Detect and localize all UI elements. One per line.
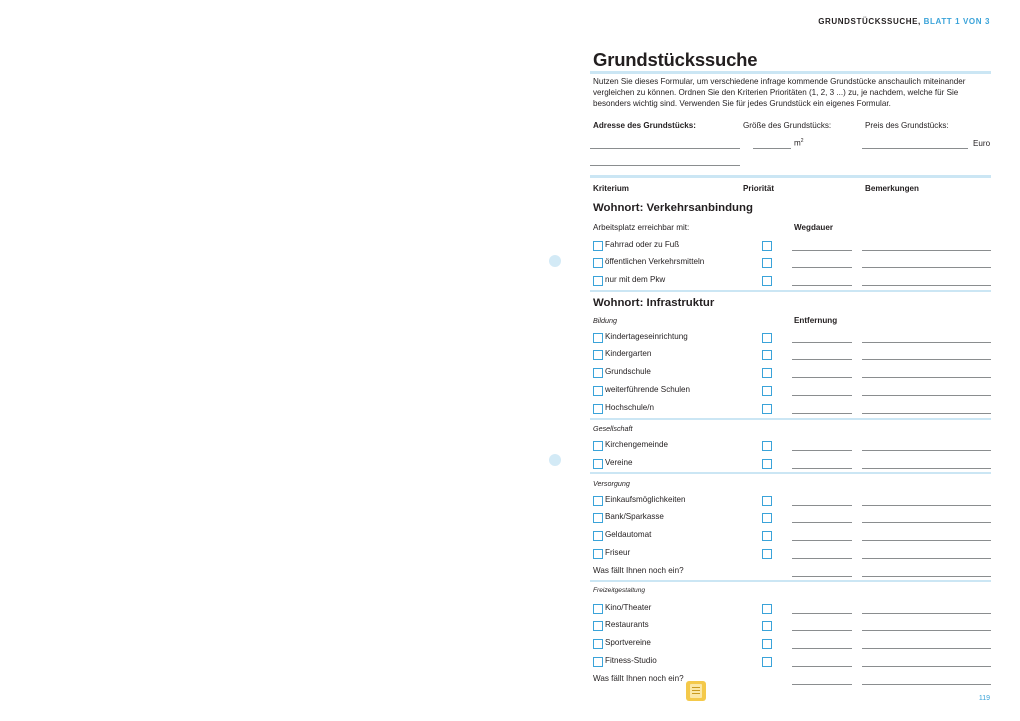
freizeit-row-1-metric-line[interactable]	[792, 630, 852, 631]
freizeit-row-1-priority-checkbox[interactable]	[762, 621, 772, 631]
versorgung-row-0-checkbox[interactable]	[593, 496, 603, 506]
transport-row-2-remarks-line[interactable]	[862, 285, 991, 286]
gesellschaft-row-0-metric-line[interactable]	[792, 450, 852, 451]
address-label: Adresse des Grundstücks:	[593, 121, 697, 130]
transport-row-0-metric-line[interactable]	[792, 250, 852, 251]
bildung-row-1-label: Kindergarten	[605, 349, 652, 358]
group-rule-gesellschaft	[590, 418, 991, 420]
group-rule-versorgung	[590, 472, 991, 474]
transport-row-2-checkbox[interactable]	[593, 276, 603, 286]
punch-hole-top	[549, 255, 561, 267]
bildung-row-3-label: weiterführende Schulen	[605, 385, 691, 394]
versorgung-row-1-metric-line[interactable]	[792, 522, 852, 523]
bildung-row-0-remarks-line[interactable]	[862, 342, 991, 343]
versorgung-row-3-label: Friseur	[605, 548, 631, 557]
bildung-row-0-metric-line[interactable]	[792, 342, 852, 343]
bildung-row-3-priority-checkbox[interactable]	[762, 386, 772, 396]
gesellschaft-row-1-label: Vereine	[605, 458, 633, 467]
address-field-line-2[interactable]	[590, 165, 740, 166]
transport-row-0-priority-checkbox[interactable]	[762, 241, 772, 251]
group-rule-freizeit	[590, 580, 991, 582]
bildung-row-0-label: Kindertageseinrichtung	[605, 332, 688, 341]
bildung-row-1-priority-checkbox[interactable]	[762, 350, 772, 360]
transport-row-1-metric-line[interactable]	[792, 267, 852, 268]
versorgung-extra-remarks-line[interactable]	[862, 576, 991, 577]
bildung-row-2-metric-line[interactable]	[792, 377, 852, 378]
gesellschaft-row-0-checkbox[interactable]	[593, 441, 603, 451]
freizeit-row-3-metric-line[interactable]	[792, 666, 852, 667]
freizeit-row-2-priority-checkbox[interactable]	[762, 639, 772, 649]
gesellschaft-row-0-remarks-line[interactable]	[862, 450, 991, 451]
transport-row-0-checkbox[interactable]	[593, 241, 603, 251]
freizeit-extra-metric-line[interactable]	[792, 684, 852, 685]
freizeit-extra-remarks-line[interactable]	[862, 684, 991, 685]
transport-row-2-priority-checkbox[interactable]	[762, 276, 772, 286]
section-infra-rule	[590, 290, 991, 292]
versorgung-row-1-checkbox[interactable]	[593, 513, 603, 523]
price-label: Preis des Grundstücks:	[865, 121, 949, 130]
freizeit-row-3-label: Fitness-Studio	[605, 656, 657, 665]
bildung-row-4-metric-line[interactable]	[792, 413, 852, 414]
bildung-row-0-priority-checkbox[interactable]	[762, 333, 772, 343]
bildung-row-0-checkbox[interactable]	[593, 333, 603, 343]
intro-text: Nutzen Sie dieses Formular, um verschiedene infrage kommende Grundstücke anschaulich miteinander vergleichen zu können. Ordnen Sie den Kriterien Prioritäten (1, 2, 3 ...) zu, je nachdem, welche für Sie besonders wichtig sind. Verwenden Sie für jedes Grundstück ein eigenes Formular.	[593, 77, 966, 108]
transport-row-1-priority-checkbox[interactable]	[762, 258, 772, 268]
travel-time-label: Wegdauer	[794, 223, 833, 232]
versorgung-row-3-priority-checkbox[interactable]	[762, 549, 772, 559]
size-unit: $m^2$	[794, 138, 804, 148]
group-label-gesellschaft: Gesellschaft	[593, 424, 633, 433]
versorgung-row-0-metric-line[interactable]	[792, 505, 852, 506]
versorgung-row-0-priority-checkbox[interactable]	[762, 496, 772, 506]
bildung-row-1-remarks-line[interactable]	[862, 359, 991, 360]
running-header	[818, 17, 990, 26]
transport-row-0-remarks-line[interactable]	[862, 250, 991, 251]
column-header-remarks: Bemerkungen	[865, 184, 919, 193]
size-field-line[interactable]	[753, 148, 791, 149]
freizeit-row-0-label: Kino/Theater	[605, 603, 652, 612]
versorgung-row-2-remarks-line[interactable]	[862, 540, 991, 541]
bildung-row-2-priority-checkbox[interactable]	[762, 368, 772, 378]
versorgung-row-2-label: Geldautomat	[605, 530, 652, 539]
freizeit-row-2-remarks-line[interactable]	[862, 648, 991, 649]
title-rule	[590, 71, 991, 74]
gesellschaft-row-1-checkbox[interactable]	[593, 459, 603, 469]
bildung-row-3-remarks-line[interactable]	[862, 395, 991, 396]
versorgung-extra-label: Was fällt Ihnen noch ein?	[593, 566, 684, 575]
transport-row-1-remarks-line[interactable]	[862, 267, 991, 268]
freizeit-row-2-metric-line[interactable]	[792, 648, 852, 649]
page-number: 119	[978, 695, 990, 702]
freizeit-row-1-label: Restaurants	[605, 620, 649, 629]
bildung-row-4-checkbox[interactable]	[593, 404, 603, 414]
running-header-title: GRUNDSTÜCKSSUCHE,	[818, 17, 921, 26]
gesellschaft-row-1-priority-checkbox[interactable]	[762, 459, 772, 469]
versorgung-row-2-checkbox[interactable]	[593, 531, 603, 541]
versorgung-row-0-label: Einkaufsmöglichkeiten	[605, 495, 686, 504]
bildung-row-2-checkbox[interactable]	[593, 368, 603, 378]
freizeit-row-2-label: Sportvereine	[605, 638, 651, 647]
column-header-criterion: Kriterium	[593, 184, 629, 193]
versorgung-row-3-metric-line[interactable]	[792, 558, 852, 559]
freizeit-row-0-priority-checkbox[interactable]	[762, 604, 772, 614]
gesellschaft-row-1-metric-line[interactable]	[792, 468, 852, 469]
freizeit-row-2-checkbox[interactable]	[593, 639, 603, 649]
freizeit-row-1-remarks-line[interactable]	[862, 630, 991, 631]
gesellschaft-row-0-priority-checkbox[interactable]	[762, 441, 772, 451]
versorgung-row-2-priority-checkbox[interactable]	[762, 531, 772, 541]
freizeit-row-0-metric-line[interactable]	[792, 613, 852, 614]
page-title: Grundstückssuche	[593, 49, 758, 70]
bildung-row-4-priority-checkbox[interactable]	[762, 404, 772, 414]
bildung-row-4-label: Hochschule/n	[605, 403, 655, 412]
versorgung-row-2-metric-line[interactable]	[792, 540, 852, 541]
versorgung-row-1-remarks-line[interactable]	[862, 522, 991, 523]
freizeit-row-1-checkbox[interactable]	[593, 621, 603, 631]
group-label-bildung: Bildung	[593, 316, 617, 325]
freizeit-row-0-remarks-line[interactable]	[862, 613, 991, 614]
workplace-reach-label: Arbeitsplatz erreichbar mit:	[593, 223, 690, 232]
gesellschaft-row-0-label: Kirchengemeinde	[605, 440, 668, 449]
versorgung-row-1-label: Bank/Sparkasse	[605, 512, 664, 521]
versorgung-row-1-priority-checkbox[interactable]	[762, 513, 772, 523]
bildung-row-2-label: Grundschule	[605, 367, 651, 376]
clipboard-icon	[686, 681, 706, 701]
section-infrastructure-title: Wohnort: Infrastruktur	[593, 297, 715, 309]
columns-rule	[590, 175, 991, 178]
transport-row-1-checkbox[interactable]	[593, 258, 603, 268]
transport-row-1-label: öffentlichen Verkehrsmitteln	[605, 257, 705, 266]
running-header-sheet: BLATT 1 VON 3	[923, 17, 990, 26]
freizeit-row-3-priority-checkbox[interactable]	[762, 657, 772, 667]
section-transport-title: Wohnort: Verkehrsanbindung	[593, 202, 753, 214]
freizeit-row-3-checkbox[interactable]	[593, 657, 603, 667]
versorgung-extra-metric-line[interactable]	[792, 576, 852, 577]
punch-hole-bottom	[549, 454, 561, 466]
versorgung-row-3-remarks-line[interactable]	[862, 558, 991, 559]
transport-row-2-metric-line[interactable]	[792, 285, 852, 286]
address-field-line-1[interactable]	[590, 148, 740, 149]
versorgung-row-0-remarks-line[interactable]	[862, 505, 991, 506]
group-label-versorgung: Versorgung	[593, 479, 630, 488]
group-label-freizeit: Freizeitgestaltung	[593, 587, 646, 594]
price-unit: Euro	[973, 139, 991, 148]
bildung-row-1-checkbox[interactable]	[593, 350, 603, 360]
size-label: Größe des Grundstücks:	[743, 121, 832, 130]
transport-row-0-label: Fahrrad oder zu Fuß	[605, 240, 680, 249]
price-field-line[interactable]	[862, 148, 968, 149]
bildung-row-1-metric-line[interactable]	[792, 359, 852, 360]
bildung-row-3-checkbox[interactable]	[593, 386, 603, 396]
freizeit-row-3-remarks-line[interactable]	[862, 666, 991, 667]
freizeit-extra-label: Was fällt Ihnen noch ein?	[593, 674, 684, 683]
freizeit-row-0-checkbox[interactable]	[593, 604, 603, 614]
bildung-row-3-metric-line[interactable]	[792, 395, 852, 396]
transport-row-2-label: nur mit dem Pkw	[605, 275, 666, 284]
versorgung-row-3-checkbox[interactable]	[593, 549, 603, 559]
column-header-priority: Priorität	[743, 184, 775, 193]
bildung-row-2-remarks-line[interactable]	[862, 377, 991, 378]
gesellschaft-row-1-remarks-line[interactable]	[862, 468, 991, 469]
distance-label: Entfernung	[794, 316, 838, 325]
bildung-row-4-remarks-line[interactable]	[862, 413, 991, 414]
